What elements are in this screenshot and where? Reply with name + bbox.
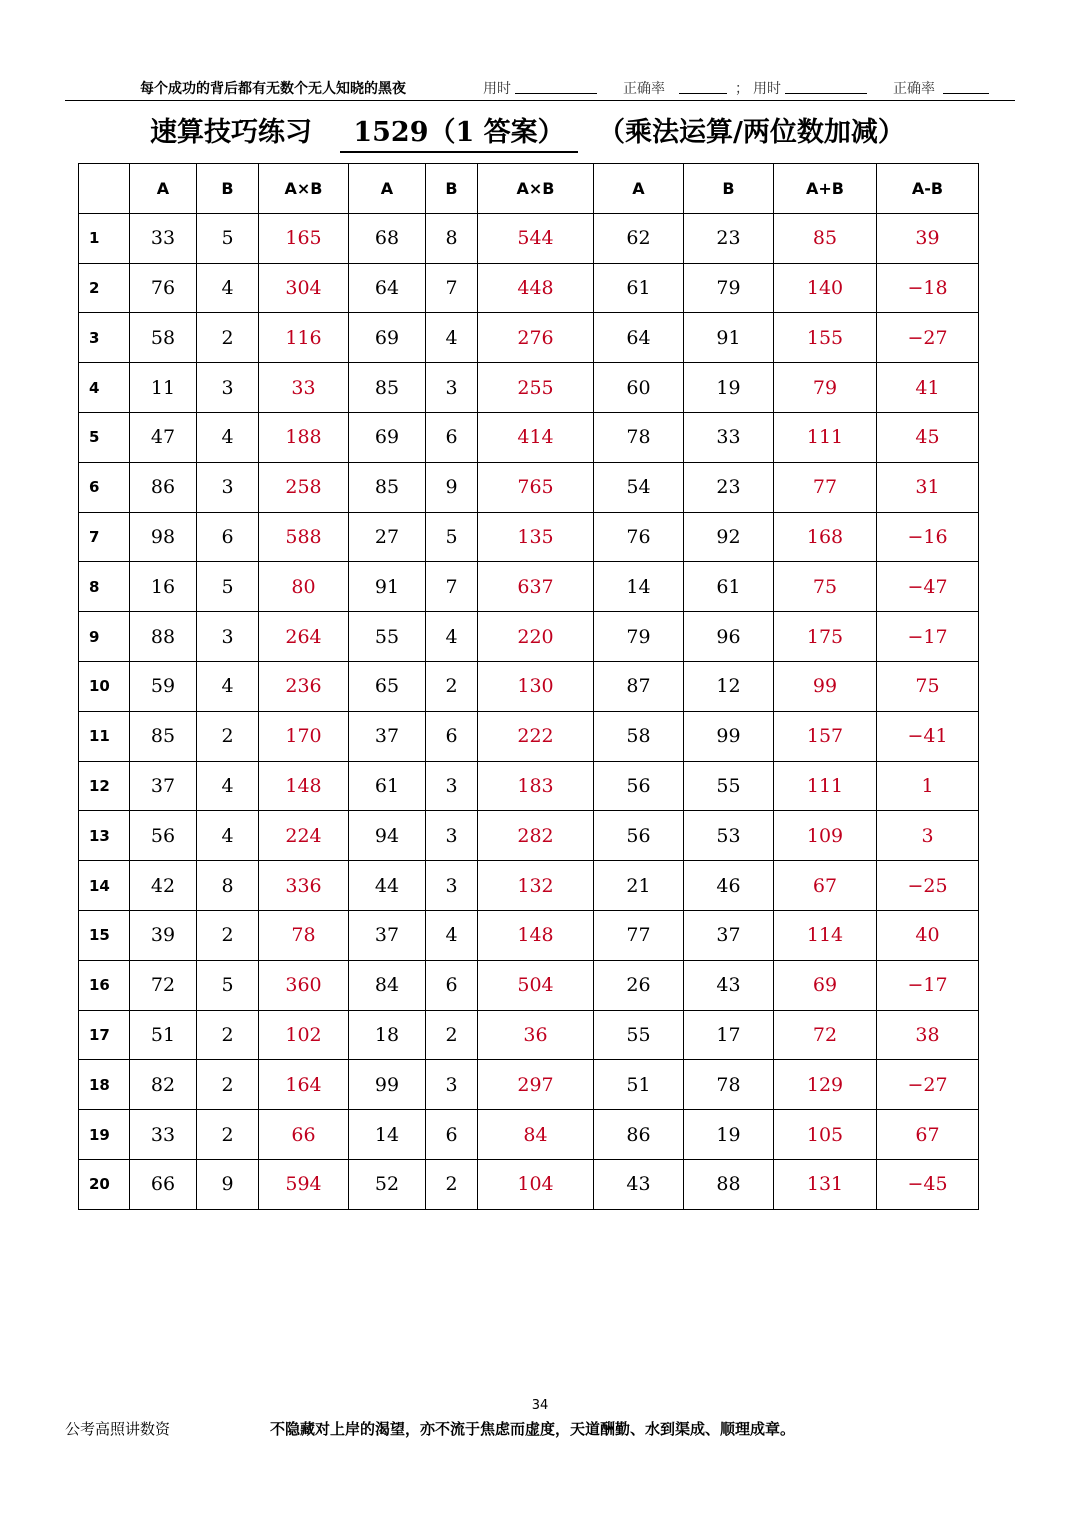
operand-cell: 59: [130, 661, 197, 711]
operand-cell: 68: [349, 213, 426, 263]
answer-cell: −17: [877, 612, 979, 662]
answer-cell: 1: [877, 761, 979, 811]
time-label-2: 用时: [753, 81, 781, 97]
operand-cell: 6: [426, 1110, 478, 1160]
operand-cell: 5: [197, 960, 259, 1010]
answer-cell: 36: [478, 1010, 594, 1060]
answer-cell: 40: [877, 910, 979, 960]
row-number: 8: [79, 562, 130, 612]
operand-cell: 12: [684, 661, 774, 711]
operand-cell: 52: [349, 1159, 426, 1209]
answer-cell: 69: [774, 960, 877, 1010]
header-motto: 每个成功的背后都有无数个无人知晓的黑夜: [140, 81, 406, 97]
row-number: 1: [79, 213, 130, 263]
answer-cell: 67: [774, 861, 877, 911]
row-number: 17: [79, 1010, 130, 1060]
answer-cell: 33: [259, 363, 349, 413]
answer-cell: 140: [774, 263, 877, 313]
column-header: B: [684, 164, 774, 214]
operand-cell: 55: [594, 1010, 684, 1060]
answer-cell: 170: [259, 711, 349, 761]
table-body: [79, 213, 979, 1209]
operand-cell: 39: [130, 910, 197, 960]
operand-cell: 44: [349, 861, 426, 911]
table-header-row: [79, 164, 979, 214]
answer-cell: 77: [774, 462, 877, 512]
operand-cell: 86: [130, 462, 197, 512]
answer-cell: 85: [774, 213, 877, 263]
accuracy-label: 正确率: [623, 81, 665, 97]
answer-cell: 114: [774, 910, 877, 960]
answer-cell: 544: [478, 213, 594, 263]
row-number: 16: [79, 960, 130, 1010]
operand-cell: 37: [349, 711, 426, 761]
header-separator: ；: [735, 81, 749, 97]
operand-cell: 5: [426, 512, 478, 562]
answer-cell: 109: [774, 811, 877, 861]
operand-cell: 88: [684, 1159, 774, 1209]
operand-cell: 96: [684, 612, 774, 662]
answer-cell: −25: [877, 861, 979, 911]
operand-cell: 72: [130, 960, 197, 1010]
column-header: A-B: [877, 164, 979, 214]
operand-cell: 33: [684, 412, 774, 462]
answer-cell: −16: [877, 512, 979, 562]
answer-cell: 264: [259, 612, 349, 662]
footer-slogan: 不隐藏对上岸的渴望，亦不流于焦虑而虚度，天道酬勤、水到渠成、顺理成章。: [270, 1420, 796, 1438]
answer-cell: 236: [259, 661, 349, 711]
title-subtitle: （乘法运算/两位数加减）: [598, 117, 905, 148]
operand-cell: 82: [130, 1060, 197, 1110]
table-row: [79, 562, 979, 612]
answer-cell: 130: [478, 661, 594, 711]
operand-cell: 4: [426, 910, 478, 960]
answer-cell: 102: [259, 1010, 349, 1060]
answer-cell: 75: [774, 562, 877, 612]
operand-cell: 14: [349, 1110, 426, 1160]
table-row: [79, 1060, 979, 1110]
operand-cell: 8: [197, 861, 259, 911]
row-number: 19: [79, 1110, 130, 1160]
answer-cell: 157: [774, 711, 877, 761]
operand-cell: 27: [349, 512, 426, 562]
row-number: 12: [79, 761, 130, 811]
operand-cell: 19: [684, 363, 774, 413]
answer-cell: 360: [259, 960, 349, 1010]
operand-cell: 4: [197, 761, 259, 811]
row-number: 4: [79, 363, 130, 413]
answer-cell: 183: [478, 761, 594, 811]
answer-cell: 155: [774, 313, 877, 363]
answer-cell: 168: [774, 512, 877, 562]
operand-cell: 55: [349, 612, 426, 662]
answer-cell: 448: [478, 263, 594, 313]
row-number: 20: [79, 1159, 130, 1209]
answer-cell: 99: [774, 661, 877, 711]
operand-cell: 19: [684, 1110, 774, 1160]
row-number: 5: [79, 412, 130, 462]
table-row: [79, 462, 979, 512]
operand-cell: 6: [426, 711, 478, 761]
time-blank[interactable]: [515, 93, 597, 94]
operand-cell: 7: [426, 562, 478, 612]
row-number: 14: [79, 861, 130, 911]
row-number: 3: [79, 313, 130, 363]
answer-cell: 105: [774, 1110, 877, 1160]
operand-cell: 2: [197, 1010, 259, 1060]
operand-cell: 56: [594, 761, 684, 811]
operand-cell: 4: [197, 263, 259, 313]
operand-cell: 88: [130, 612, 197, 662]
answer-cell: −27: [877, 313, 979, 363]
answer-cell: 3: [877, 811, 979, 861]
operand-cell: 78: [684, 1060, 774, 1110]
column-header: A×B: [478, 164, 594, 214]
column-header: B: [426, 164, 478, 214]
operand-cell: 4: [197, 811, 259, 861]
answer-cell: 78: [259, 910, 349, 960]
operand-cell: 3: [197, 363, 259, 413]
operand-cell: 2: [197, 711, 259, 761]
operand-cell: 3: [426, 861, 478, 911]
table-row: [79, 1159, 979, 1209]
operand-cell: 84: [349, 960, 426, 1010]
row-number: 6: [79, 462, 130, 512]
answer-cell: 80: [259, 562, 349, 612]
answer-cell: 224: [259, 811, 349, 861]
accuracy-label-2: 正确率: [893, 81, 935, 97]
operand-cell: 7: [426, 263, 478, 313]
operand-cell: 79: [684, 263, 774, 313]
operand-cell: 5: [197, 562, 259, 612]
accuracy-blank-2[interactable]: [943, 93, 989, 94]
answer-cell: 39: [877, 213, 979, 263]
operand-cell: 43: [594, 1159, 684, 1209]
operand-cell: 51: [130, 1010, 197, 1060]
row-number: 15: [79, 910, 130, 960]
operand-cell: 66: [130, 1159, 197, 1209]
answer-cell: 175: [774, 612, 877, 662]
column-header: A: [594, 164, 684, 214]
table-row: [79, 363, 979, 413]
operand-cell: 6: [426, 412, 478, 462]
answer-cell: 414: [478, 412, 594, 462]
operand-cell: 78: [594, 412, 684, 462]
table-row: [79, 661, 979, 711]
answer-cell: 765: [478, 462, 594, 512]
table-row: [79, 1110, 979, 1160]
operand-cell: 76: [130, 263, 197, 313]
operand-cell: 46: [684, 861, 774, 911]
table-row: [79, 313, 979, 363]
operand-cell: 37: [349, 910, 426, 960]
answer-cell: 255: [478, 363, 594, 413]
answer-cell: 276: [478, 313, 594, 363]
operand-cell: 37: [684, 910, 774, 960]
operand-cell: 53: [684, 811, 774, 861]
operand-cell: 3: [426, 811, 478, 861]
answer-cell: −47: [877, 562, 979, 612]
operand-cell: 2: [197, 313, 259, 363]
operand-cell: 3: [197, 462, 259, 512]
operand-cell: 26: [594, 960, 684, 1010]
answer-cell: 67: [877, 1110, 979, 1160]
column-header: A+B: [774, 164, 877, 214]
operand-cell: 47: [130, 412, 197, 462]
title-main: 速算技巧练习: [150, 117, 312, 148]
operand-cell: 9: [197, 1159, 259, 1209]
operand-cell: 55: [684, 761, 774, 811]
answer-cell: 72: [774, 1010, 877, 1060]
operand-cell: 6: [426, 960, 478, 1010]
table-row: [79, 960, 979, 1010]
table-row: [79, 711, 979, 761]
answer-cell: −27: [877, 1060, 979, 1110]
table-row: [79, 213, 979, 263]
operand-cell: 33: [130, 213, 197, 263]
operand-cell: 58: [130, 313, 197, 363]
operand-cell: 94: [349, 811, 426, 861]
column-header: A: [349, 164, 426, 214]
operand-cell: 3: [426, 363, 478, 413]
operand-cell: 61: [594, 263, 684, 313]
table-row: [79, 512, 979, 562]
answer-cell: 75: [877, 661, 979, 711]
column-header: A×B: [259, 164, 349, 214]
answer-cell: 111: [774, 412, 877, 462]
operand-cell: 76: [594, 512, 684, 562]
answer-cell: 111: [774, 761, 877, 811]
operand-cell: 2: [197, 1110, 259, 1160]
answer-cell: 79: [774, 363, 877, 413]
column-header: [79, 164, 130, 214]
operand-cell: 37: [130, 761, 197, 811]
operand-cell: 54: [594, 462, 684, 512]
operand-cell: 61: [349, 761, 426, 811]
answer-cell: 336: [259, 861, 349, 911]
time-blank-2[interactable]: [785, 93, 867, 94]
answer-cell: 45: [877, 412, 979, 462]
answer-cell: 132: [478, 861, 594, 911]
answer-cell: −17: [877, 960, 979, 1010]
operand-cell: 4: [426, 612, 478, 662]
answer-cell: 116: [259, 313, 349, 363]
operand-cell: 56: [130, 811, 197, 861]
accuracy-blank[interactable]: [679, 93, 727, 94]
answer-cell: 84: [478, 1110, 594, 1160]
row-number: 13: [79, 811, 130, 861]
time-label: 用时: [483, 81, 511, 97]
row-number: 10: [79, 661, 130, 711]
answer-cell: 297: [478, 1060, 594, 1110]
operand-cell: 99: [349, 1060, 426, 1110]
operand-cell: 2: [197, 1060, 259, 1110]
row-number: 11: [79, 711, 130, 761]
operand-cell: 79: [594, 612, 684, 662]
operand-cell: 64: [594, 313, 684, 363]
table-row: [79, 263, 979, 313]
page-number: 34: [531, 1398, 549, 1413]
operand-cell: 23: [684, 462, 774, 512]
answer-cell: −45: [877, 1159, 979, 1209]
answer-cell: 135: [478, 512, 594, 562]
operand-cell: 2: [426, 1159, 478, 1209]
answer-cell: 164: [259, 1060, 349, 1110]
operand-cell: 99: [684, 711, 774, 761]
operand-cell: 61: [684, 562, 774, 612]
answer-cell: 220: [478, 612, 594, 662]
exercise-table: [78, 163, 979, 1210]
operand-cell: 5: [197, 213, 259, 263]
operand-cell: 91: [349, 562, 426, 612]
answer-cell: 165: [259, 213, 349, 263]
operand-cell: 85: [130, 711, 197, 761]
answer-cell: 222: [478, 711, 594, 761]
answer-cell: 258: [259, 462, 349, 512]
footer-author: 公考高照讲数资: [65, 1420, 171, 1438]
operand-cell: 77: [594, 910, 684, 960]
answer-cell: 148: [259, 761, 349, 811]
operand-cell: 4: [197, 412, 259, 462]
table-row: [79, 910, 979, 960]
table-row: [79, 1010, 979, 1060]
operand-cell: 14: [594, 562, 684, 612]
answer-cell: −18: [877, 263, 979, 313]
column-header: A: [130, 164, 197, 214]
operand-cell: 21: [594, 861, 684, 911]
answer-cell: 31: [877, 462, 979, 512]
operand-cell: 4: [426, 313, 478, 363]
operand-cell: 2: [197, 910, 259, 960]
table-row: [79, 612, 979, 662]
operand-cell: 17: [684, 1010, 774, 1060]
row-number: 18: [79, 1060, 130, 1110]
answer-cell: 131: [774, 1159, 877, 1209]
operand-cell: 2: [426, 661, 478, 711]
answer-cell: −41: [877, 711, 979, 761]
operand-cell: 42: [130, 861, 197, 911]
answer-cell: 129: [774, 1060, 877, 1110]
operand-cell: 69: [349, 412, 426, 462]
operand-cell: 65: [349, 661, 426, 711]
answer-cell: 41: [877, 363, 979, 413]
operand-cell: 62: [594, 213, 684, 263]
row-number: 2: [79, 263, 130, 313]
operand-cell: 33: [130, 1110, 197, 1160]
operand-cell: 2: [426, 1010, 478, 1060]
operand-cell: 92: [684, 512, 774, 562]
answer-cell: 104: [478, 1159, 594, 1209]
answer-cell: 66: [259, 1110, 349, 1160]
answer-cell: 282: [478, 811, 594, 861]
title-code: 1529（1 答案）: [340, 110, 578, 153]
operand-cell: 85: [349, 363, 426, 413]
operand-cell: 11: [130, 363, 197, 413]
row-number: 9: [79, 612, 130, 662]
operand-cell: 23: [684, 213, 774, 263]
operand-cell: 98: [130, 512, 197, 562]
operand-cell: 58: [594, 711, 684, 761]
operand-cell: 8: [426, 213, 478, 263]
operand-cell: 85: [349, 462, 426, 512]
table-row: [79, 811, 979, 861]
answer-cell: 148: [478, 910, 594, 960]
operand-cell: 3: [426, 761, 478, 811]
answer-cell: 588: [259, 512, 349, 562]
operand-cell: 9: [426, 462, 478, 512]
table-row: [79, 761, 979, 811]
row-number: 7: [79, 512, 130, 562]
operand-cell: 43: [684, 960, 774, 1010]
answer-cell: 504: [478, 960, 594, 1010]
operand-cell: 3: [426, 1060, 478, 1110]
operand-cell: 60: [594, 363, 684, 413]
operand-cell: 6: [197, 512, 259, 562]
operand-cell: 91: [684, 313, 774, 363]
operand-cell: 3: [197, 612, 259, 662]
operand-cell: 16: [130, 562, 197, 612]
operand-cell: 4: [197, 661, 259, 711]
answer-cell: 38: [877, 1010, 979, 1060]
column-header: B: [197, 164, 259, 214]
operand-cell: 69: [349, 313, 426, 363]
answer-cell: 304: [259, 263, 349, 313]
operand-cell: 18: [349, 1010, 426, 1060]
answer-cell: 637: [478, 562, 594, 612]
operand-cell: 51: [594, 1060, 684, 1110]
table-row: [79, 412, 979, 462]
answer-cell: 594: [259, 1159, 349, 1209]
operand-cell: 87: [594, 661, 684, 711]
answer-cell: 188: [259, 412, 349, 462]
operand-cell: 86: [594, 1110, 684, 1160]
operand-cell: 56: [594, 811, 684, 861]
operand-cell: 64: [349, 263, 426, 313]
page-header: [65, 76, 1015, 101]
table-row: [79, 861, 979, 911]
